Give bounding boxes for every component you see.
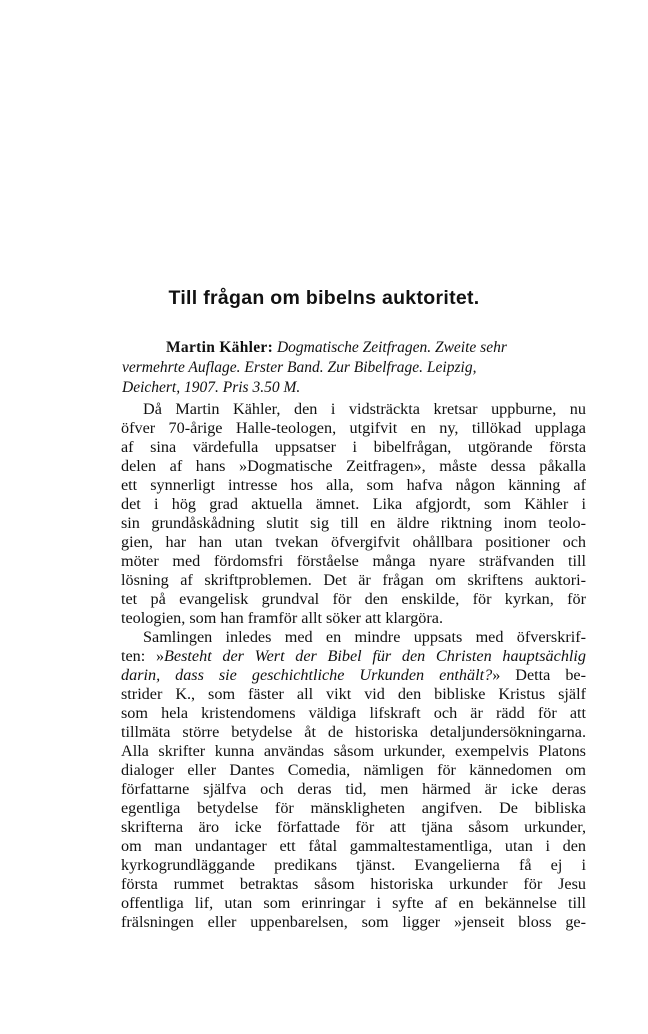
body-line: öfver 70-årige Halle-teologen, utgifvit en ny, tillökad upplaga: [121, 419, 586, 437]
body-line: teologien, som han framför allt söker att klargöra.: [121, 609, 444, 627]
body-line: kyrkogrundläggande predikans tjänst. Evangelierna få ej i: [121, 856, 586, 874]
body-line: första rummet betraktas såsom historiska urkunder för Jesu: [121, 875, 586, 893]
citation-line-2: vermehrte Auflage. Erster Band. Zur Bibelfrage. Leipzig,: [122, 359, 477, 376]
quoted-title-cont: darin, dass sie geschichtliche Urkunden enthält?: [121, 666, 493, 684]
body-line: gien, har han utan tvekan öfvergifvit ohållbara positioner och: [121, 533, 586, 551]
body-line: författarne själfva och deras tid, men härmed är icke deras: [121, 780, 586, 798]
quote-close: » Detta be-: [492, 666, 586, 684]
bibliographic-citation: [122, 338, 584, 398]
body-line: dialoger eller Dantes Comedia, nämligen för kännedomen om: [121, 761, 586, 779]
body-line: strider K., som fäster all vikt vid den bibliske Kristus själf: [121, 685, 586, 703]
citation-line-3: Deichert, 1907. Pris 3.50 M.: [122, 379, 301, 396]
body-line: lösning af skriftproblemen. Det är frågan om skriftens auktori-: [121, 571, 586, 589]
body-line: skrifterna äro icke författade för att tjäna såsom urkunder,: [121, 818, 586, 836]
body-line: Då Martin Kähler, den i vidsträckta kretsar uppburne, nu: [143, 400, 586, 418]
article-title: Till frågan om bibelns auktoritet.: [168, 287, 480, 309]
quote-open: ten: »: [121, 647, 165, 665]
body-line: Samlingen inledes med en mindre uppsats med öfverskrif-: [143, 628, 586, 646]
quoted-title: Besteht der Wert der Bibel für den Christen hauptsächlig: [164, 647, 586, 665]
body-line: offentliga lif, utan som erinringar i syfte af en bekännelse till: [121, 894, 586, 912]
citation-line-1: [122, 338, 584, 358]
article-body: [121, 400, 586, 932]
body-line: som hela kristendomens väldiga lifskraft och är rädd för att: [121, 704, 586, 722]
body-line: det i hög grad aktuella ämnet. Lika afgjordt, som Kähler i: [121, 495, 586, 513]
body-line: frälsningen eller uppenbarelsen, som ligger »jenseit bloss ge-: [121, 913, 586, 931]
body-line: ett synnerligt intresse hos alla, som hafva någon känning af: [121, 476, 586, 494]
body-line: Alla skrifter kunna användas såsom urkunder, exempelvis Platons: [121, 742, 586, 760]
citation-title: Dogmatische Zeitfragen. Zweite sehr: [276, 339, 507, 356]
body-line: [121, 666, 586, 685]
body-line: delen af hans »Dogmatische Zeitfragen», måste dessa påkalla: [121, 457, 586, 475]
body-line: egentliga betydelse för mänskligheten angifven. De bibliska: [121, 799, 586, 817]
body-line: af sina värdefulla uppsatser i bibelfrågan, utgörande första: [121, 438, 586, 456]
body-line: möter med fördomsfri förståelse många nyare sträfvanden till: [121, 552, 586, 570]
body-line: [121, 647, 586, 666]
body-line: tillmäta större betydelse åt de historiska detaljundersökningarna.: [121, 723, 586, 741]
body-line: om man undantager ett fåtal gammaltestamentliga, utan i den: [121, 837, 586, 855]
citation-author: Martin Kähler:: [166, 339, 274, 356]
body-line: sin grundåskådning slutit sig till en äldre riktning inom teolo-: [121, 514, 586, 532]
body-line: tet på evangelisk grundval för den enskilde, för kyrkan, för: [121, 590, 586, 608]
